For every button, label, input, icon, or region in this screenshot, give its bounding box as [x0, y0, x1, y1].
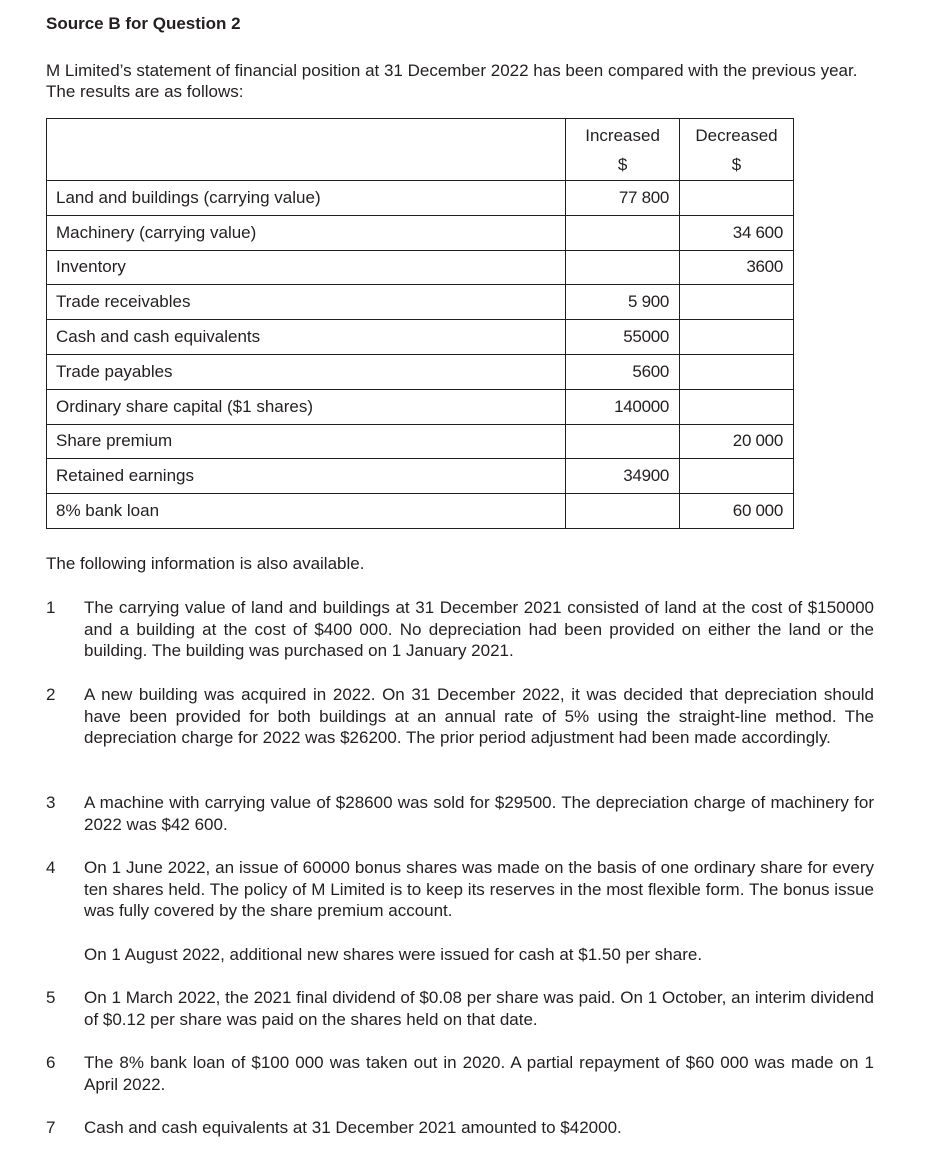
row-label: Land and buildings (carrying value) — [47, 181, 566, 216]
item-number: 6 — [46, 1053, 56, 1072]
item-text: On 1 June 2022, an issue of 60000 bonus shares was made on the basis of one ordinary share for every ten shares held. The policy of M Limited is to keep its reserves in the most flexible form. The bonus issue was fully covered by the share premium account. — [84, 858, 874, 920]
intro-paragraph: M Limited’s statement of financial position at 31 December 2022 has been compared with the previous year. The results are as follows: — [46, 61, 858, 101]
row-increased: 55000 — [566, 320, 680, 355]
header-decreased-unit: $ — [731, 155, 742, 174]
info-item-2 — [46, 684, 874, 749]
row-label: 8% bank loan — [47, 494, 566, 529]
item-text: The 8% bank loan of $100 000 was taken out in 2020. A partial repayment of $60 000 was made on 1 April 2022. — [84, 1053, 874, 1094]
table-row — [47, 250, 794, 285]
row-label: Ordinary share capital ($1 shares) — [47, 389, 566, 424]
item-number: 3 — [46, 793, 56, 812]
also-available-text: The following information is also available. — [46, 554, 365, 573]
item-number: 7 — [46, 1118, 56, 1137]
item-extra-text: On 1 August 2022, additional new shares were issued for cash at $1.50 per share. — [84, 945, 703, 964]
item-text: Cash and cash equivalents at 31 December 2021 amounted to $42000. — [84, 1118, 622, 1137]
info-item-5 — [46, 987, 874, 1030]
info-item-3 — [46, 792, 874, 835]
table-row — [47, 494, 794, 529]
item-text: A new building was acquired in 2022. On 31 December 2022, it was decided that depreciation should have been provided for both buildings at an annual rate of 5% using the straight-line method. The depreciation charge for 2022 was $26200. The prior period adjustment had been made accordingly. — [84, 685, 874, 747]
row-increased: 140000 — [566, 389, 680, 424]
table-header-row — [47, 119, 794, 181]
table-row — [47, 459, 794, 494]
row-decreased — [680, 320, 794, 355]
row-decreased — [680, 389, 794, 424]
row-decreased — [680, 459, 794, 494]
row-label: Inventory — [47, 250, 566, 285]
row-decreased — [680, 285, 794, 320]
item-number: 2 — [46, 685, 56, 704]
row-increased: 77 800 — [566, 181, 680, 216]
table-row — [47, 424, 794, 459]
item-text: A machine with carrying value of $28600 was sold for $29500. The depreciation charge of machinery for 2022 was $42 600. — [84, 793, 874, 834]
row-label: Retained earnings — [47, 459, 566, 494]
header-decreased — [680, 119, 794, 181]
row-label: Machinery (carrying value) — [47, 215, 566, 250]
item-number: 1 — [46, 598, 56, 617]
row-decreased — [680, 354, 794, 389]
item-number: 5 — [46, 988, 56, 1007]
row-label: Cash and cash equivalents — [47, 320, 566, 355]
info-item-7 — [46, 1117, 874, 1139]
item-number: 4 — [46, 858, 56, 877]
row-decreased: 34 600 — [680, 215, 794, 250]
item-text: The carrying value of land and buildings at 31 December 2021 consisted of land at the cost of $150000 and a building at the cost of $400 000. No depreciation had been provided on either the land or the building. The building was purchased on 1 January 2021. — [84, 598, 874, 660]
table-row — [47, 354, 794, 389]
header-increased-label: Increased — [585, 126, 660, 145]
row-increased — [566, 494, 680, 529]
info-item-6 — [46, 1052, 874, 1095]
row-decreased — [680, 181, 794, 216]
row-increased: 5 900 — [566, 285, 680, 320]
row-label: Share premium — [47, 424, 566, 459]
table-row — [47, 181, 794, 216]
financial-position-table — [46, 118, 794, 529]
row-increased — [566, 215, 680, 250]
page-heading: Source B for Question 2 — [46, 14, 241, 33]
header-blank-cell — [47, 119, 566, 181]
row-label: Trade receivables — [47, 285, 566, 320]
item-text: On 1 March 2022, the 2021 final dividend of $0.08 per share was paid. On 1 October, an interim dividend of $0.12 per share was paid on the shares held on that date. — [84, 988, 874, 1029]
info-item-4 — [46, 857, 874, 922]
header-increased-unit: $ — [617, 155, 628, 174]
info-item-1 — [46, 597, 874, 662]
header-increased — [566, 119, 680, 181]
row-increased: 5600 — [566, 354, 680, 389]
table-row — [47, 320, 794, 355]
header-decreased-label: Decreased — [695, 126, 778, 145]
row-decreased: 3600 — [680, 250, 794, 285]
table-row — [47, 389, 794, 424]
row-decreased: 60 000 — [680, 494, 794, 529]
table-row — [47, 215, 794, 250]
row-increased — [566, 250, 680, 285]
info-item-4-continued — [46, 944, 874, 966]
row-label: Trade payables — [47, 354, 566, 389]
row-decreased: 20 000 — [680, 424, 794, 459]
row-increased: 34900 — [566, 459, 680, 494]
table-row — [47, 285, 794, 320]
row-increased — [566, 424, 680, 459]
